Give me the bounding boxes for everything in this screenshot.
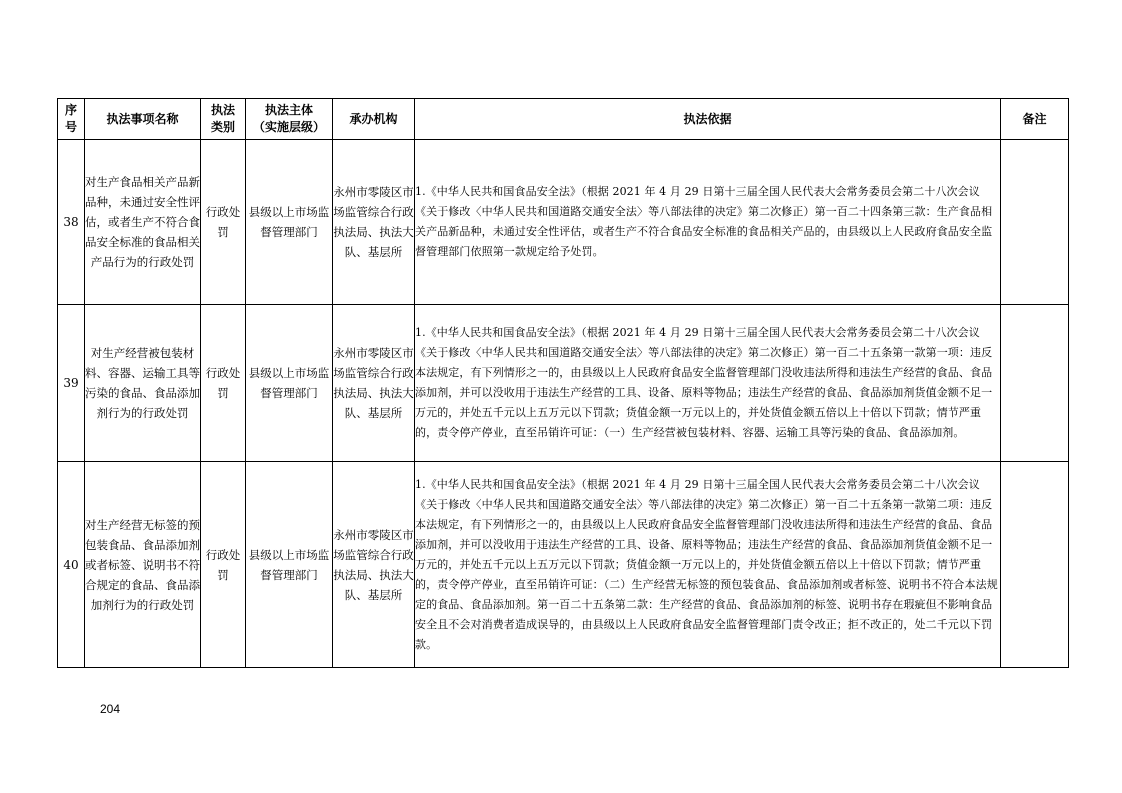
row-basis: 1.《中华人民共和国食品安全法》（根据 2021 年 4 月 29 日第十三届全国人民代表大会常务委员会第二十八次会议《关于修改〈中华人民共和国道路交通安全法〉等八部法律的决定》第二次修正）第一百二十五条第一款第二项：违反本法规定，有下列情形之一的，由县级以上人民政府食品安全监督管理部门没收违法所得和违法生产经营的食品、食品添加剂，并可以没收用于违法生产经营的工具、设备、原料等物品；违法生产经营的食品、食品添加剂货值金额不足一万元的，并处五千元以上五万元以下罚款；货值金额一万元以上的，并处货值金额五倍以上十倍以下罚款；情节严重的，责令停产停业，直至吊销许可证：（二）生产经营无标签的预包装食品、食品添加剂或者标签、说明书不符合本法规定的食品、食品添加剂。第一百二十五条第二款：生产经营的食品、食品添加剂的标签、说明书存在瑕疵但不影响食品安全且不会对消费者造成误导的，由县级以上人民政府食品安全监督管理部门责令改正；拒不改正的，处二千元以下罚款。 [415, 462, 1001, 668]
row-name: 对生产经营被包装材料、容器、运输工具等污染的食品、食品添加剂行为的行政处罚 [85, 305, 201, 462]
row-category: 行政处罚 [201, 305, 246, 462]
header-basis: 执法依据 [415, 99, 1001, 140]
row-basis: 1.《中华人民共和国食品安全法》（根据 2021 年 4 月 29 日第十三届全国人民代表大会常务委员会第二十八次会议《关于修改〈中华人民共和国道路交通安全法〉等八部法律的决定》第二次修正）第一百二十四条第三款：生产食品相关产品新品种，未通过安全性评估，或者生产不符合食品安全标准的食品相关产品的，由县级以上人民政府食品安全监督管理部门依照第一款规定给予处罚。 [415, 140, 1001, 305]
header-name: 执法事项名称 [85, 99, 201, 140]
row-seq: 39 [58, 305, 85, 462]
row-seq: 40 [58, 462, 85, 668]
row-subject: 县级以上市场监督管理部门 [246, 305, 333, 462]
enforcement-table [57, 98, 1069, 668]
header-remark: 备注 [1001, 99, 1069, 140]
row-org: 永州市零陵区市场监管综合行政执法局、执法大队、基层所 [333, 305, 415, 462]
row-seq: 38 [58, 140, 85, 305]
row-subject: 县级以上市场监督管理部门 [246, 140, 333, 305]
row-org: 永州市零陵区市场监管综合行政执法局、执法大队、基层所 [333, 462, 415, 668]
row-subject: 县级以上市场监督管理部门 [246, 462, 333, 668]
row-name: 对生产食品相关产品新品种，未通过安全性评估，或者生产不符合食品安全标准的食品相关产品行为的行政处罚 [85, 140, 201, 305]
row-category: 行政处罚 [201, 462, 246, 668]
table-row [58, 305, 1069, 462]
row-category: 行政处罚 [201, 140, 246, 305]
header-subject: 执法主体 （实施层级） [246, 99, 333, 140]
row-remark [1001, 305, 1069, 462]
header-seq: 序 号 [58, 99, 85, 140]
header-category: 执法 类别 [201, 99, 246, 140]
row-basis: 1.《中华人民共和国食品安全法》（根据 2021 年 4 月 29 日第十三届全国人民代表大会常务委员会第二十八次会议《关于修改〈中华人民共和国道路交通安全法〉等八部法律的决定》第二次修正）第一百二十五条第一款第一项：违反本法规定，有下列情形之一的，由县级以上人民政府食品安全监督管理部门没收违法所得和违法生产经营的食品、食品添加剂，并可以没收用于违法生产经营的工具、设备、原料等物品；违法生产经营的食品、食品添加剂货值金额不足一万元的，并处五千元以上五万元以下罚款；货值金额一万元以上的，并处货值金额五倍以上十倍以下罚款；情节严重的，责令停产停业，直至吊销许可证：（一）生产经营被包装材料、容器、运输工具等污染的食品、食品添加剂。 [415, 305, 1001, 462]
header-row [58, 99, 1069, 140]
row-org: 永州市零陵区市场监管综合行政执法局、执法大队、基层所 [333, 140, 415, 305]
row-remark [1001, 462, 1069, 668]
page-number: 204 [100, 702, 121, 716]
header-org: 承办机构 [333, 99, 415, 140]
table-row [58, 140, 1069, 305]
table-row [58, 462, 1069, 668]
row-remark [1001, 140, 1069, 305]
row-name: 对生产经营无标签的预包装食品、食品添加剂或者标签、说明书不符合规定的食品、食品添加剂行为的行政处罚 [85, 462, 201, 668]
